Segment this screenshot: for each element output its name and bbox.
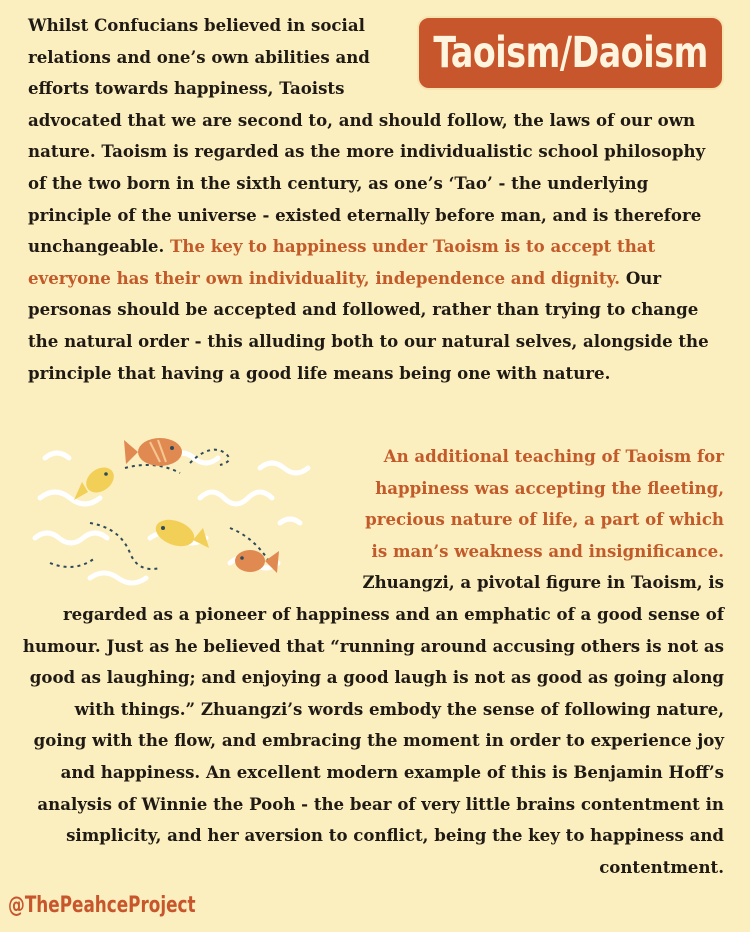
title-spacer <box>412 10 728 92</box>
fish-orange-right <box>235 550 279 573</box>
paragraph-2-highlight: An additional teaching of Taoism for happiness was accepting the fleeting, precious nature of life, a part of which is man’s weakness and insignificance. <box>365 446 724 561</box>
page-title: Taoism/Daoism <box>433 28 708 78</box>
fish-orange-top <box>124 438 182 466</box>
paragraph-1 <box>28 10 728 389</box>
fish-yellow-left <box>74 462 119 500</box>
fish-yellow-mid <box>152 515 209 551</box>
paragraph-1-text-a: Whilst Confucians believed in social relations and one’s own abilities and efforts towards happiness, Taoists advocated that we are second to, and should follow, the laws of our own nature. Taoism is regarded as the more individualistic school philosophy of the two born in the sixth century, as one’s ‘Tao’ - the underlying principle of the universe - existed eternally before man, and is therefore unchangeable. <box>28 15 706 257</box>
paragraph-1-highlight: The key to happiness under Taoism is to accept that everyone has their own individuality, independence and dignity. <box>28 236 656 288</box>
instagram-handle: @ThePeahceProject <box>8 893 196 918</box>
paragraph-1-text-b: Our personas should be accepted and followed, rather than trying to change the natural order - this alluding both to our natural selves, alongside the principle that having a good life means being one with nature. <box>28 267 709 383</box>
koi-fish-illustration <box>30 428 330 598</box>
paragraph-2-text: Zhuangzi, a pivotal figure in Taoism, is regarded as a pioneer of happiness and an emphatic of a good sense of humour. Just as he believed that “running around accusing others is not as good as laughing; and enjoying a good laugh is not as good as going along with things.” Zhuangzi’s words embody the sense of following nature, going with the flow, and embracing the moment in order to experience joy and happiness. An excellent modern example of this is Benjamin Hoff’s analysis of Winnie the Pooh - the bear of very little brains contentment in simplicity, and her aversion to conflict, being the key to happiness and contentment. <box>22 572 724 877</box>
